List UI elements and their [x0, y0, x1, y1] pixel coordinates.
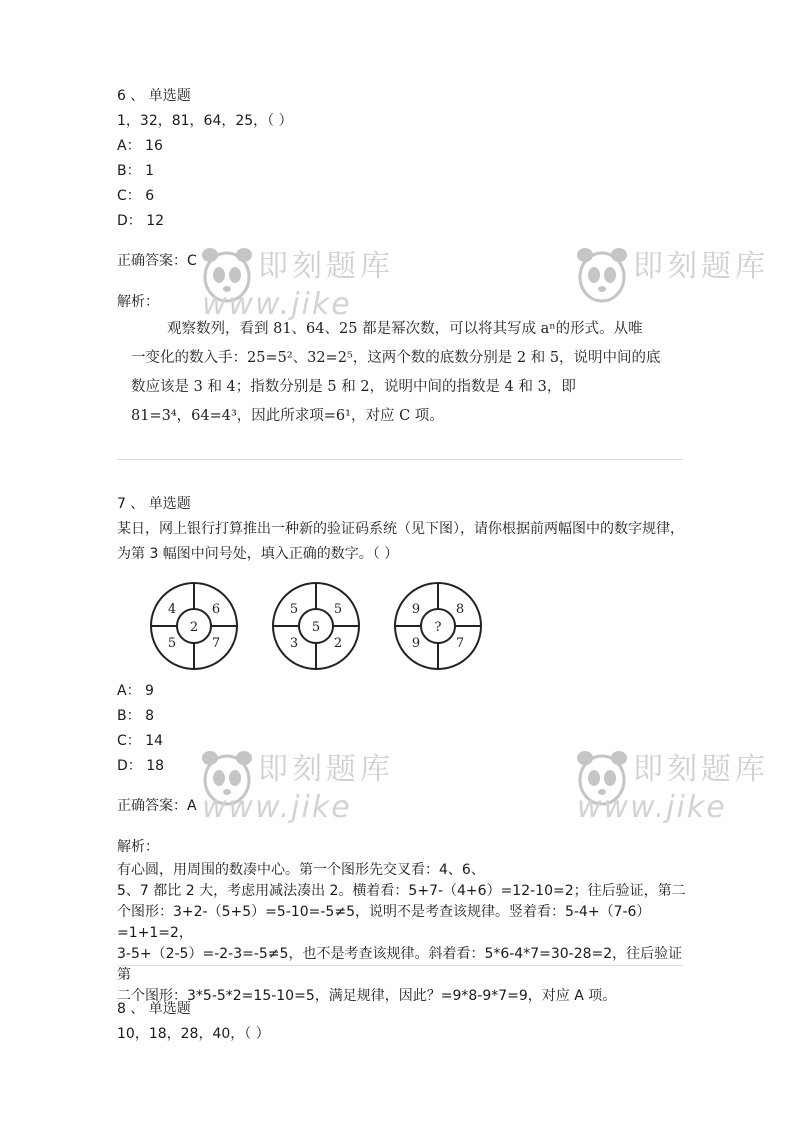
watermark-brand: 即刻题库	[258, 752, 394, 787]
figure-bottom-left: 3	[289, 636, 299, 651]
option-value: 8	[145, 708, 154, 724]
analysis-line: 一变化的数入手：25=5²、32=2⁵，这两个数的底数分别是 2 和 5，说明中间的底	[131, 350, 661, 366]
figure-center: ?	[434, 620, 442, 635]
option-value: 1	[145, 163, 154, 179]
answer-label: 正确答案：	[117, 253, 187, 269]
digit-circle-1	[142, 581, 246, 671]
figure-bottom-left: 9	[411, 636, 421, 651]
question-header: 7 、 单选题	[117, 496, 191, 512]
figure-bottom-right: 2	[333, 636, 343, 651]
analysis-line: 3-5+（2-5）=-2-3=-5≠5，也不是考查该规律。斜着看：5*6-4*7=30-28=2，往后验证第	[117, 946, 683, 983]
correct-answer	[117, 249, 687, 274]
analysis-text	[131, 315, 679, 431]
option-c[interactable]	[117, 729, 687, 754]
analysis-text	[117, 860, 687, 1007]
figure-top-left: 5	[289, 602, 299, 617]
option-d[interactable]	[117, 209, 687, 234]
option-a[interactable]	[117, 134, 687, 159]
analysis-line: 个图形：3+2-（5+5）=5-10=-5≠5，说明不是考查该规律。竖着看：5-4+（7-6）=1+1=2，	[117, 904, 651, 941]
figure-top-right: 5	[333, 602, 343, 617]
option-b[interactable]	[117, 159, 687, 184]
option-label: B：	[117, 708, 141, 724]
watermark-url: www.jike	[202, 287, 352, 322]
option-label: D：	[117, 758, 142, 774]
option-label: C：	[117, 733, 141, 749]
question-stem: 1，32，81，64，25，（ ）	[117, 113, 293, 129]
question-stem: 某日，网上银行打算推出一种新的验证码系统（见下图），请你根据前两幅图中的数字规律，为第 3 幅图中问号处，填入正确的数字。（ ）	[117, 521, 684, 562]
analysis-line: 有心圆，用周围的数凑中心。第一个图形先交叉看：4、6、	[117, 862, 485, 878]
figure-center: 2	[189, 620, 199, 635]
watermark-url: www.jike	[577, 790, 727, 825]
figure-row	[142, 581, 687, 671]
question-6	[117, 84, 687, 431]
question-header: 6 、 单选题	[117, 88, 191, 104]
analysis-line: 5、7 都比 2 大，考虑用减法凑出 2。横着看：5+7-（4+6）=12-10=2；往后验证，第二	[117, 883, 686, 899]
figure-bottom-right: 7	[455, 636, 465, 651]
figure-top-left: 4	[167, 602, 177, 617]
watermark-brand: 即刻题库	[258, 249, 394, 284]
correct-answer	[117, 794, 687, 819]
digit-circle-3	[386, 581, 490, 671]
figure-top-right: 6	[211, 602, 221, 617]
option-value: 14	[145, 733, 164, 749]
analysis-line: 观察数列，看到 81、64、25 都是幂次数，可以将其写成 aⁿ的形式。从唯	[167, 321, 643, 337]
answer-value: C	[187, 253, 197, 269]
figure-center: 5	[311, 620, 321, 635]
figure-top-left: 9	[411, 602, 421, 617]
option-label: D：	[117, 213, 142, 229]
option-value: 12	[146, 213, 165, 229]
analysis-line: 81=3⁴，64=4³，因此所求项=6¹，对应 C 项。	[131, 408, 444, 424]
option-label: C：	[117, 188, 141, 204]
question-header: 8 、 单选题	[117, 1001, 191, 1017]
option-b[interactable]	[117, 704, 687, 729]
question-7	[117, 492, 687, 1007]
watermark-brand: 即刻题库	[633, 249, 769, 284]
option-label: B：	[117, 163, 141, 179]
analysis-label: 解析：	[117, 839, 159, 855]
section-divider	[117, 965, 683, 966]
answer-label: 正确答案：	[117, 798, 187, 814]
option-a[interactable]	[117, 679, 687, 704]
watermark-url: www.jike	[202, 790, 352, 825]
option-label: A：	[117, 683, 141, 699]
analysis-label: 解析：	[117, 294, 159, 310]
option-label: A：	[117, 138, 141, 154]
figure-bottom-right: 7	[211, 636, 221, 651]
figure-bottom-left: 5	[167, 636, 177, 651]
option-c[interactable]	[117, 184, 687, 209]
option-value: 18	[146, 758, 165, 774]
analysis-line: 二个图形：3*5-5*2=15-10=5，满足规律，因此？=9*8-9*7=9，对应 A 项。	[117, 988, 617, 1004]
digit-circle-2	[264, 581, 368, 671]
option-value: 6	[145, 188, 155, 204]
figure-top-right: 8	[455, 602, 465, 617]
section-divider	[117, 459, 683, 460]
question-8	[117, 997, 687, 1047]
question-stem: 10，18，28，40，（ ）	[117, 1026, 270, 1042]
option-value: 9	[145, 683, 154, 699]
answer-value: A	[187, 798, 197, 814]
watermark-brand: 即刻题库	[633, 752, 769, 787]
analysis-line: 数应该是 3 和 4；指数分别是 5 和 2，说明中间的指数是 4 和 3，即	[131, 379, 576, 395]
option-value: 16	[145, 138, 163, 154]
option-d[interactable]	[117, 754, 687, 779]
